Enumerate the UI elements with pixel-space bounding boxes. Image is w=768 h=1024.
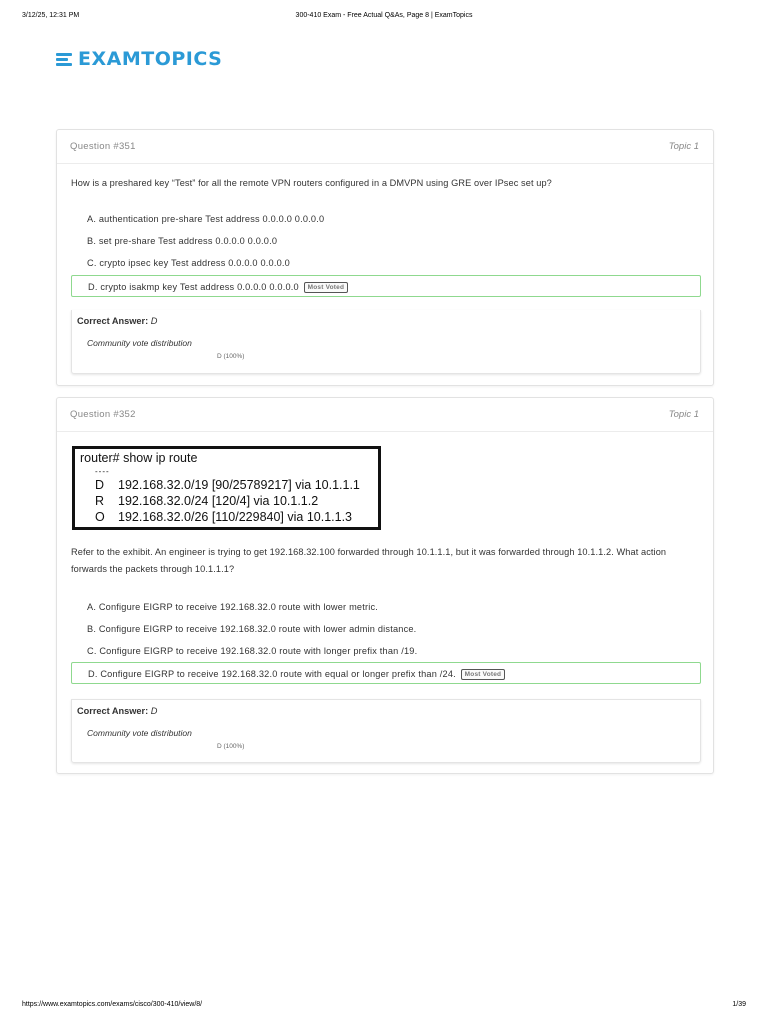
most-voted-badge: Most Voted	[461, 669, 506, 680]
question-text	[71, 544, 703, 578]
question-topic: Topic 1	[668, 141, 699, 152]
vote-distribution-value: D (100%)	[217, 353, 245, 360]
question-number: Question #352	[70, 409, 136, 420]
print-header	[22, 12, 746, 24]
question-text-line: forwards the packets through 10.1.1.1?	[71, 564, 235, 574]
exhibit-command: router# show ip route	[80, 451, 198, 465]
question-number: Question #351	[70, 141, 136, 152]
correct-answer-value: D	[150, 706, 158, 716]
question-card	[56, 129, 714, 386]
most-voted-badge: Most Voted	[304, 282, 349, 293]
question-card	[56, 397, 714, 774]
exhibit-route-code: R	[95, 494, 105, 508]
print-title: 300-410 Exam - Free Actual Q&As, Page 8 | ExamTopics	[295, 12, 473, 19]
correct-answer-value: D	[150, 316, 158, 326]
correct-answer	[77, 706, 157, 716]
correct-answer-label: Correct Answer:	[77, 706, 149, 716]
exhibit-route-entry: 192.168.32.0/19 [90/25789217] via 10.1.1.1	[118, 478, 360, 492]
exhibit-dots: ----	[95, 467, 110, 476]
correct-answer	[77, 316, 157, 326]
examtopics-logo[interactable]	[56, 44, 222, 74]
print-url[interactable]: https://www.examtopics.com/exams/cisco/300-410/view/8/	[22, 1001, 203, 1008]
choice-d-text: D. Configure EIGRP to receive 192.168.32.0 route with equal or longer prefix than /24.	[88, 669, 456, 679]
answer-box	[71, 310, 701, 374]
choice-a[interactable]: A. authentication pre-share Test address 0.0.0.0 0.0.0.0	[87, 214, 325, 224]
vote-distribution-label: Community vote distribution	[87, 338, 192, 348]
print-page-number: 1/39	[732, 1001, 746, 1008]
question-header	[57, 130, 713, 164]
exhibit-route-entry: 192.168.32.0/24 [120/4] via 10.1.1.2	[118, 494, 319, 508]
choice-d-text: D. crypto isakmp key Test address 0.0.0.0 0.0.0.0	[88, 282, 299, 292]
exhibit-route-entry: 192.168.32.0/26 [110/229840] via 10.1.1.3	[118, 510, 352, 524]
exhibit-route-code: O	[95, 510, 105, 524]
choice-d[interactable]	[71, 275, 701, 297]
exhibit-image	[72, 446, 381, 530]
question-text-line: Refer to the exhibit. An engineer is trying to get 192.168.32.100 forwarded through 10.1.1.1, but it was forwarded through 10.1.1.2. What action	[71, 547, 667, 557]
vote-distribution-value: D (100%)	[217, 743, 245, 750]
question-header	[57, 398, 713, 432]
choice-d[interactable]	[71, 662, 701, 684]
exhibit-route-code: D	[95, 478, 105, 492]
print-datetime: 3/12/25, 12:31 PM	[22, 12, 80, 19]
choice-b[interactable]: B. set pre-share Test address 0.0.0.0 0.0.0.0	[87, 236, 278, 246]
choice-a[interactable]: A. Configure EIGRP to receive 192.168.32.0 route with lower metric.	[87, 602, 379, 612]
question-text: How is a preshared key “Test” for all the remote VPN routers configured in a DMVPN using GRE over IPsec set up?	[71, 178, 552, 188]
choice-b[interactable]: B. Configure EIGRP to receive 192.168.32.0 route with lower admin distance.	[87, 624, 417, 634]
logo-text: EXAMTOPICS	[78, 48, 223, 70]
correct-answer-label: Correct Answer:	[77, 316, 149, 326]
print-footer	[22, 1001, 746, 1013]
logo-icon	[56, 48, 76, 70]
question-topic: Topic 1	[668, 409, 699, 420]
choice-c[interactable]: C. Configure EIGRP to receive 192.168.32.0 route with longer prefix than /19.	[87, 646, 418, 656]
choice-c[interactable]: C. crypto ipsec key Test address 0.0.0.0 0.0.0.0	[87, 258, 290, 268]
vote-distribution-label: Community vote distribution	[87, 728, 192, 738]
answer-box	[71, 699, 701, 763]
